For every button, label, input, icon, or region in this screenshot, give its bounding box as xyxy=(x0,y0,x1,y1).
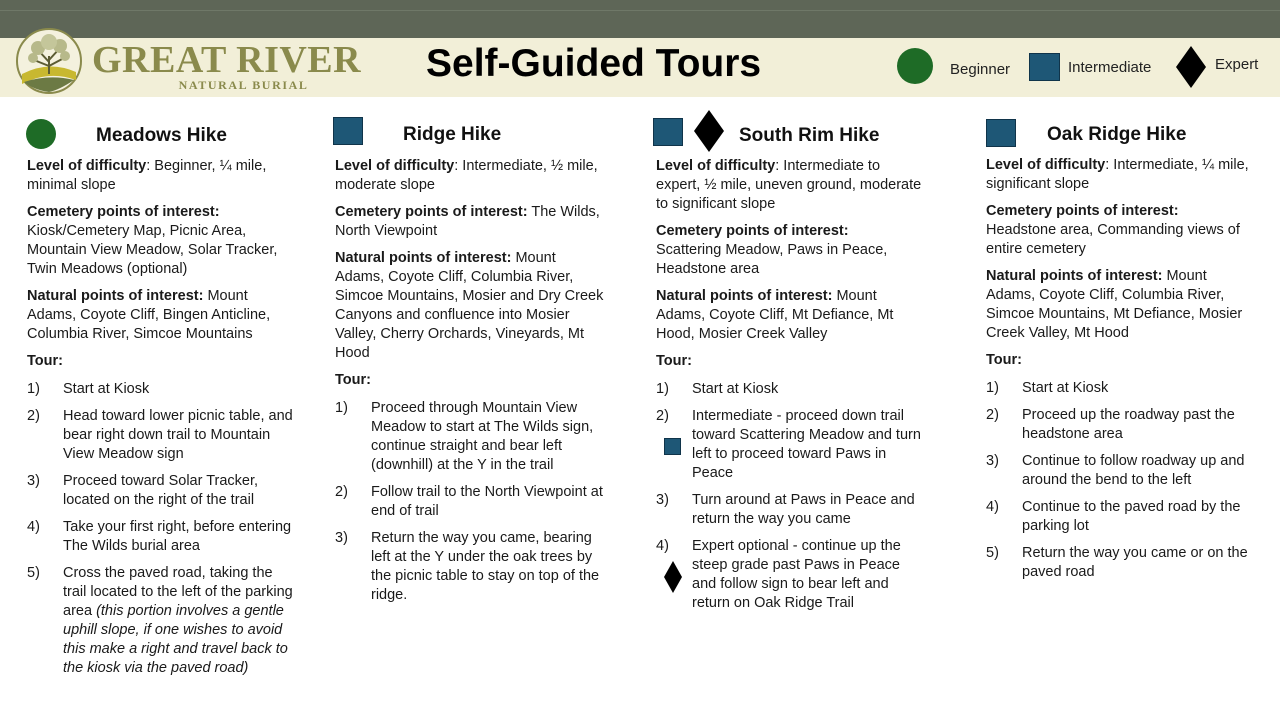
brand-logotype xyxy=(92,40,361,93)
tour-step: 3) Continue to follow roadway up and around the bend to the left xyxy=(986,453,1245,488)
tour-step: 4) Take your first right, before entering The Wilds burial area xyxy=(27,519,292,554)
hike-title-ridge: Ridge Hike xyxy=(403,124,502,145)
tour-heading: Tour: xyxy=(656,353,692,369)
natural-poi: Natural points of interest: Mount Adams, Coyote Cliff, Mt Defiance, Mt Hood, Mosier Creek Valley xyxy=(656,288,894,342)
top-bar xyxy=(0,0,1280,38)
page-title: Self-Guided Tours xyxy=(426,42,762,85)
brand-tagline: NATURAL BURIAL xyxy=(178,78,309,92)
intermediate-square-icon xyxy=(653,118,683,146)
cemetery-poi: Cemetery points of interest: The Wilds, North Viewpoint xyxy=(335,204,600,239)
tour-step: 2) Proceed up the roadway past the headstone area xyxy=(986,407,1235,442)
tour-step: 2) Intermediate - proceed down trail toward Scattering Meadow and turn left to proceed toward Paws in Peace xyxy=(656,408,921,481)
intermediate-square-icon xyxy=(333,117,363,145)
tour-step: 5) Cross the paved road, taking the trail located to the left of the parking area (this portion involves a gentle uphill slope, if one wishes to avoid this make a right and travel back to the kiosk via the paved road) xyxy=(27,565,293,676)
tour-step: 4) Continue to the paved road by the parking lot xyxy=(986,499,1241,534)
hike-details-meadows xyxy=(27,157,299,686)
hike-details-ridge xyxy=(335,157,607,613)
intermediate-square-icon xyxy=(986,119,1016,147)
tour-step: 2) Head toward lower picnic table, and bear right down trail to Mountain View Meadow sign xyxy=(27,408,293,462)
tour-step: 1) Start at Kiosk xyxy=(986,380,1109,396)
brand-name: GREAT RIVER xyxy=(92,39,362,81)
natural-poi: Natural points of interest: Mount Adams, Coyote Cliff, Columbia River, Simcoe Mountains, Mt Defiance, Mosier Creek Valley, Mt Hood xyxy=(986,268,1243,341)
tour-heading: Tour: xyxy=(27,353,63,369)
legend-expert-label: Expert xyxy=(1215,56,1259,73)
intermediate-square-icon xyxy=(1029,53,1060,81)
tour-step: 2) Follow trail to the North Viewpoint at end of trail xyxy=(335,484,603,519)
expert-diamond-icon xyxy=(694,110,724,152)
beginner-circle-icon xyxy=(26,119,56,149)
difficulty: Level of difficulty: Intermediate, ¼ mile, significant slope xyxy=(986,157,1249,192)
cemetery-poi: Cemetery points of interest: Headstone area, Commanding views of entire cemetery xyxy=(986,203,1240,257)
legend-beginner-label: Beginner xyxy=(950,61,1011,78)
natural-poi: Natural points of interest: Mount Adams, Coyote Cliff, Bingen Anticline, Columbia River, Simcoe Mountains xyxy=(27,288,271,342)
tour-step: 1) Start at Kiosk xyxy=(27,381,150,397)
cemetery-poi: Cemetery points of interest: Scattering Meadow, Paws in Peace, Headstone area xyxy=(656,223,888,277)
tour-step: 5) Return the way you came or on the paved road xyxy=(986,545,1248,580)
beginner-circle-icon xyxy=(897,48,933,84)
expert-diamond-icon xyxy=(1176,46,1206,88)
tour-step: 1) Start at Kiosk xyxy=(656,381,779,397)
tree-logo-icon xyxy=(14,26,84,96)
tour-step: 3) Turn around at Paws in Peace and return the way you came xyxy=(656,492,915,527)
intermediate-square-icon xyxy=(664,438,681,455)
natural-poi: Natural points of interest: Mount Adams, Coyote Cliff, Columbia River, Simcoe Mountains, Mosier and Dry Creek Canyons and confluence into Mosier Valley, Cherry Orchards, Vineyards, Mt Hood xyxy=(335,250,604,361)
difficulty: Level of difficulty: Intermediate to expert, ½ mile, uneven ground, moderate to significant slope xyxy=(656,158,922,212)
hike-title-oak-ridge: Oak Ridge Hike xyxy=(1047,124,1187,145)
difficulty: Level of difficulty: Beginner, ¼ mile, minimal slope xyxy=(27,158,267,193)
hike-title-south-rim: South Rim Hike xyxy=(739,125,880,146)
difficulty: Level of difficulty: Intermediate, ½ mile, moderate slope xyxy=(335,158,598,193)
tour-heading: Tour: xyxy=(986,352,1022,368)
hike-details-oak-ridge xyxy=(986,156,1258,590)
expert-diamond-icon xyxy=(664,561,682,593)
tour-heading: Tour: xyxy=(335,372,371,388)
hike-title-meadows: Meadows Hike xyxy=(96,125,227,146)
tour-step: 3) Proceed toward Solar Tracker, located on the right of the trail xyxy=(27,473,259,508)
hike-details-south-rim xyxy=(656,157,928,621)
tour-step: 1) Proceed through Mountain View Meadow to start at The Wilds sign, continue straight and bear left (downhill) at the Y in the trail xyxy=(335,400,594,473)
tour-step: 4) Expert optional - continue up the steep grade past Paws in Peace and follow sign to bear left and return on Oak Ridge Trail xyxy=(656,538,901,611)
cemetery-poi: Cemetery points of interest: Kiosk/Cemetery Map, Picnic Area, Mountain View Meadow, Solar Tracker, Twin Meadows (optional) xyxy=(27,204,278,277)
tour-step: 3) Return the way you came, bearing left at the Y under the oak trees by the picnic table to stay on top of the ridge. xyxy=(335,530,600,603)
legend-intermediate-label: Intermediate xyxy=(1068,59,1152,76)
